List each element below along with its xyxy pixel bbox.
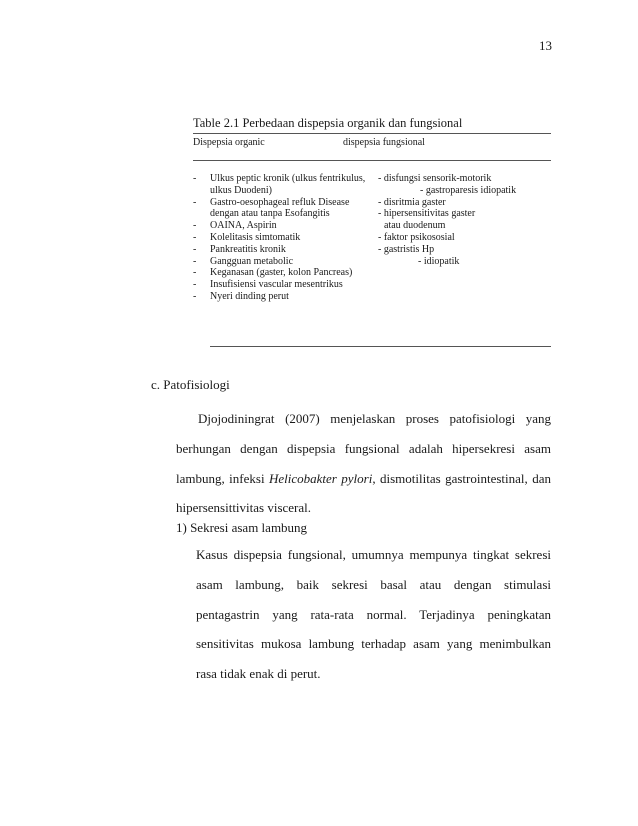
list-item: - gastroparesis idiopatik <box>420 184 517 196</box>
functional-list <box>378 173 553 267</box>
paragraph-italic: Helicobakter pylori <box>268 470 373 486</box>
table-caption: Table 2.1 Perbedaan dispepsia organik dan fungsional <box>193 116 463 130</box>
paragraph-text-end: , dismotilitas gastrointestinal, dan hipersensittivitas visceral. <box>176 470 551 516</box>
comparison-table <box>193 116 551 347</box>
list-item: - Keganasan (gaster, kolon Pancreas) <box>193 267 371 279</box>
list-item: - disfungsi sensorik-motorik <box>378 173 492 184</box>
list-item: - gastristis Hp <box>378 243 435 255</box>
paragraph-text: Djojodiningrat (2007) menjelaskan proses patofisiologi yang berhungan dengan dispepsia fungsional adalah hipersekresi asam lambung, infeksi <box>176 411 551 486</box>
list-item: atau duodenum <box>384 220 446 232</box>
header-organic: Dispepsia organic <box>193 137 265 148</box>
table-body <box>193 161 551 346</box>
list-item: - OAINA, Aspirin <box>193 220 371 232</box>
page-number: 13 <box>539 38 552 53</box>
list-item: - hipersensitivitas gaster <box>378 208 476 220</box>
list-item: - Kolelitasis simtomatik <box>193 232 371 244</box>
subsection-heading: 1) Sekresi asam lambung <box>176 520 308 535</box>
list-item: - Insufisiensi vascular mesentrikus <box>193 279 371 291</box>
list-item: - idiopatik <box>418 255 460 267</box>
header-functional: dispepsia fungsional <box>343 137 425 148</box>
section-paragraph <box>176 404 551 523</box>
subsection-paragraph: Kasus dispepsia fungsional, umumnya mempunya tingkat sekresi asam lambung, baik sekresi basal atau dengan stimulasi pentagastrin yang rata-rata normal. Terjadinya peningkatan sensitivitas mukosa lambung terhadap asam yang menimbulkan rasa tidak enak di perut. <box>196 547 551 682</box>
list-item: - Pankreatitis kronik <box>193 244 371 256</box>
table-header <box>193 134 551 160</box>
organic-list <box>193 173 371 303</box>
list-item: - Nyeri dinding perut <box>193 291 371 303</box>
list-item: - Gangguan metabolic <box>193 256 371 268</box>
list-item: - Ulkus peptic kronik (ulkus fentrikulus, ulkus Duodeni) <box>193 173 371 197</box>
list-item: - Gastro-oesophageal refluk Disease dengan atau tanpa Esofangitis <box>193 197 371 221</box>
list-item: - faktor psikososial <box>378 231 455 243</box>
list-item: - disritmia gaster <box>378 196 446 208</box>
table-bottom-rule <box>210 346 551 347</box>
section-heading: c. Patofisiologi <box>151 377 230 392</box>
